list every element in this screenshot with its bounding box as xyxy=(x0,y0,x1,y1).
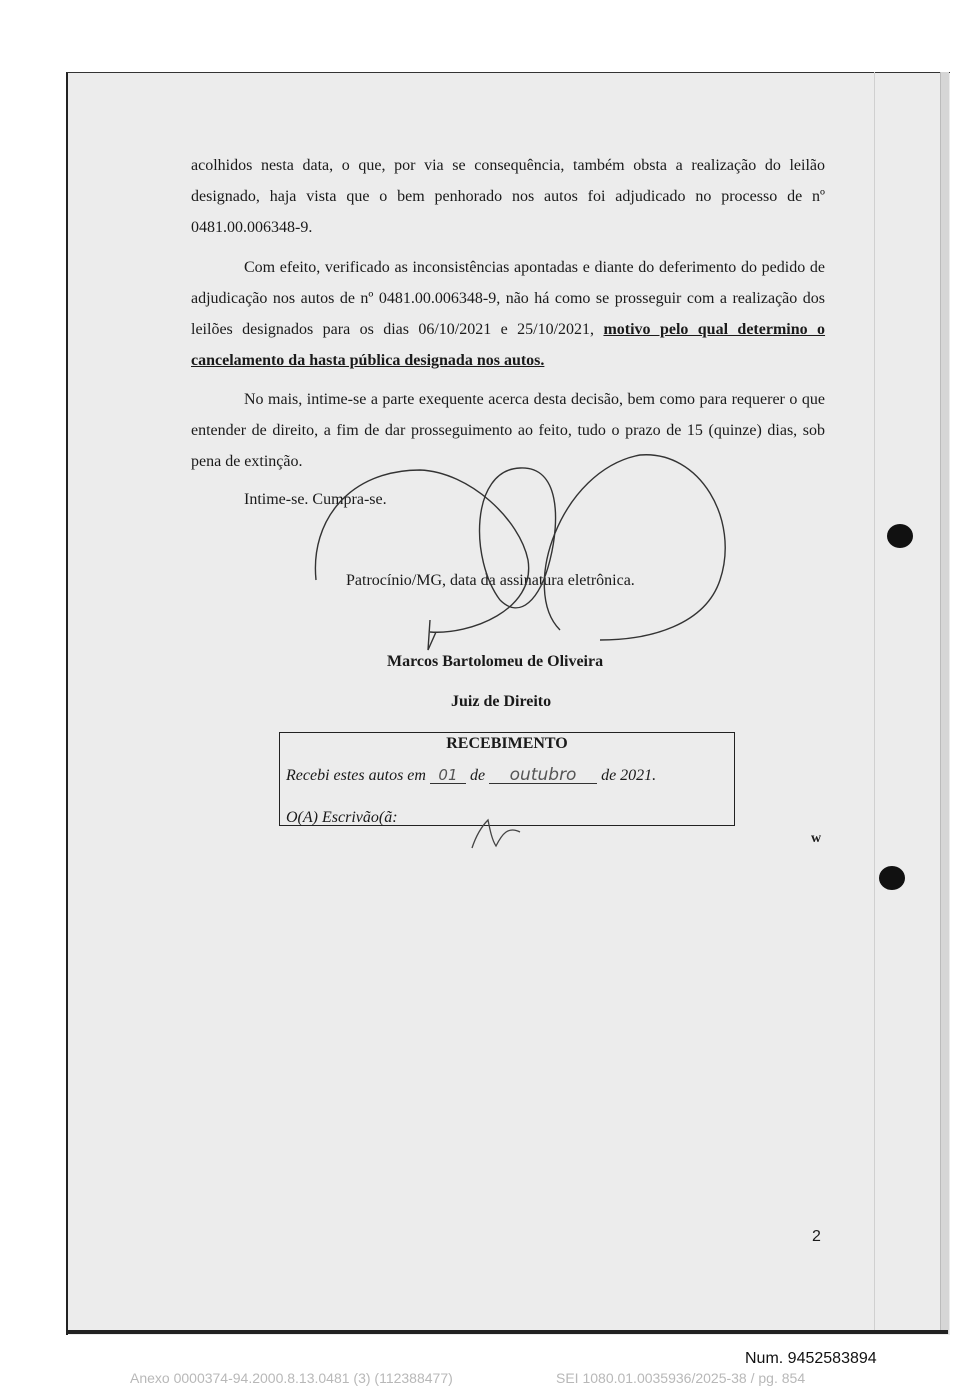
receipt-day: 01 xyxy=(430,767,466,784)
judge-name: Marcos Bartolomeu de Oliveira xyxy=(387,653,604,670)
receipt-suffix: de 2021. xyxy=(601,767,657,784)
page-number: 2 xyxy=(812,1228,821,1245)
scan-bottom-edge xyxy=(66,1330,948,1334)
receipt-middle: de xyxy=(469,767,486,784)
paragraph-decision xyxy=(191,252,825,376)
receipt-box xyxy=(279,732,735,826)
receipt-month: outubro xyxy=(489,767,597,784)
paragraph-notification xyxy=(191,384,825,477)
paragraph-decision-text: Com efeito, verificado as inconsistências apontadas e diante do deferimento do pedido de adjudicação nos autos de nº 0481.00.006348-9, não há como se prosseguir com a realização dos leilões designados para os dias 06/10/2021 e 25/10/2021, xyxy=(191,259,825,338)
closing-order: Intime-se. Cumpra-se. xyxy=(244,491,387,508)
margin-mark: w xyxy=(811,831,822,846)
annex-reference: Anexo 0000374-94.2000.8.13.0481 (3) (112388477) xyxy=(130,1370,453,1386)
punch-hole xyxy=(879,866,905,890)
scan-right-edge xyxy=(940,72,949,1334)
document-number: Num. 9452583894 xyxy=(745,1350,877,1367)
place-date: Patrocínio/MG, data da assinatura eletrônica. xyxy=(346,572,635,589)
receipt-clerk-line: O(A) Escrivão(ã: xyxy=(286,809,398,826)
receipt-date-line xyxy=(286,767,656,785)
sei-reference: SEI 1080.01.0035936/2025-38 / pg. 854 xyxy=(556,1370,806,1386)
paragraph-adjudication-text: acolhidos nesta data, o que, por via se consequência, também obsta a realização do leilão designado, haja vista que o bem penhorado nos autos foi adjudicado no processo de nº 0481.00.006348-9. xyxy=(191,157,825,236)
decision-emphasis: motivo pelo qual determino o cancelamento da hasta pública designada nos autos. xyxy=(191,321,826,369)
receipt-prefix: Recebi estes autos em xyxy=(286,767,426,784)
judge-title: Juiz de Direito xyxy=(451,693,552,710)
paragraph-notification-text: No mais, intime-se a parte exequente acerca desta decisão, bem como para requerer o que entender de direito, a fim de dar prosseguimento ao feito, tudo o prazo de 15 (quinze) dias, sob pena de extinção. xyxy=(191,391,825,470)
paragraph-adjudication xyxy=(191,150,825,243)
page-fold-line xyxy=(874,72,875,1334)
receipt-title: RECEBIMENTO xyxy=(446,735,568,752)
punch-hole xyxy=(887,524,913,548)
